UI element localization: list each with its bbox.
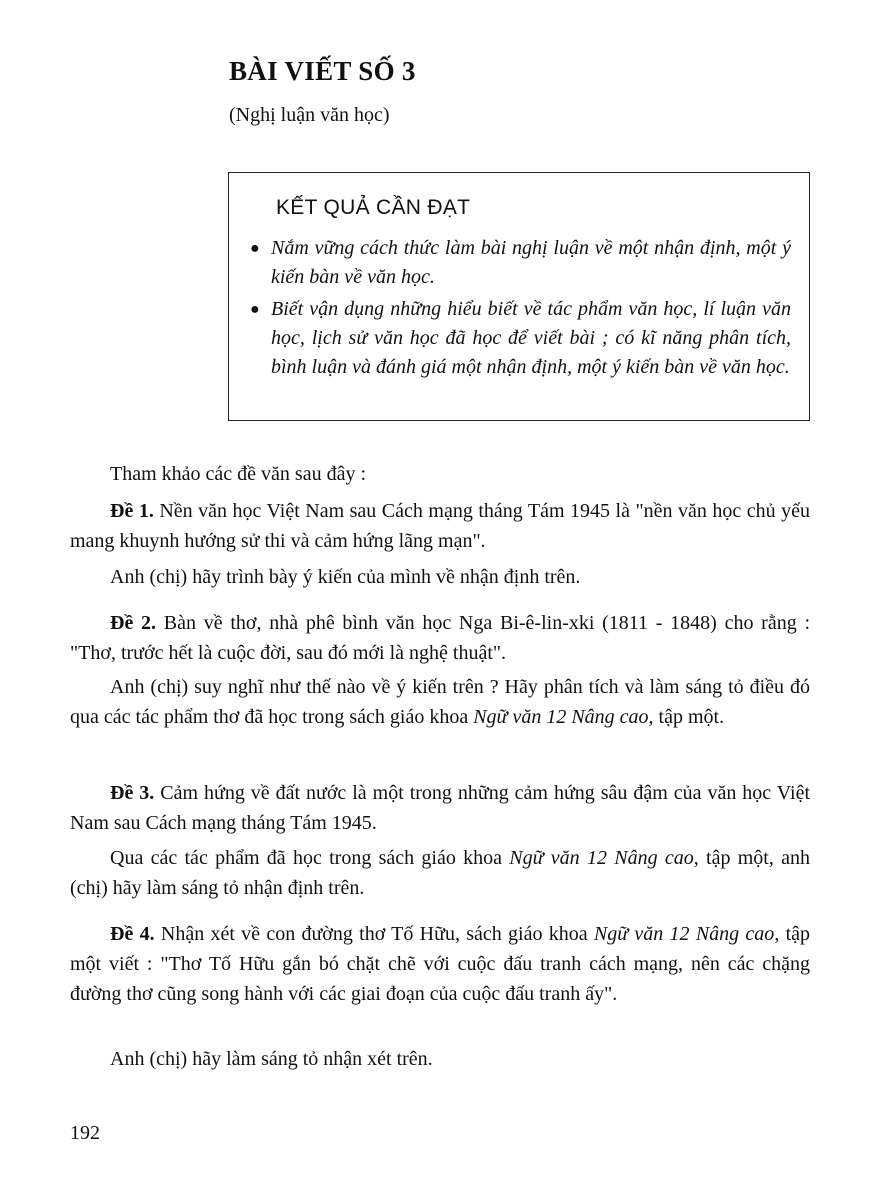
topic-4-statement bbox=[70, 919, 810, 1009]
topic-2-task bbox=[70, 672, 810, 732]
topic-3-label: Đề 3. bbox=[110, 782, 155, 804]
objective-item bbox=[250, 234, 791, 292]
topic-1-statement-text: Nền văn học Việt Nam sau Cách mạng tháng Tám 1945 là "nền văn học chủ yếu mang khuynh hướng sử thi và cảm hứng lãng mạn". bbox=[70, 500, 811, 552]
topic-4-task: Anh (chị) hãy làm sáng tỏ nhận xét trên. bbox=[110, 1048, 433, 1070]
objectives-box bbox=[228, 172, 810, 421]
topic-4-book-title: Ngữ văn 12 Nâng cao bbox=[593, 923, 775, 945]
topic-3-statement bbox=[70, 778, 810, 838]
topic-4-statement-text: Nhận xét về con đường thơ Tố Hữu, sách giáo khoa bbox=[160, 923, 594, 945]
topic-3-book-title: Ngữ văn 12 Nâng cao bbox=[509, 847, 694, 869]
topic-2-task-end: , tập một. bbox=[648, 706, 725, 728]
topic-3-task bbox=[70, 843, 810, 903]
topic-1-statement bbox=[70, 496, 810, 556]
objectives-heading: KẾT QUẢ CẦN ĐẠT bbox=[276, 196, 471, 219]
bullet-icon: ● bbox=[250, 240, 260, 257]
topic-2-task-text: Anh (chị) suy nghĩ như thế nào về ý kiến trên ? Hãy phân tích và làm sáng tỏ điều đó qua các tác phẩm thơ đã học trong sách giáo khoa bbox=[70, 676, 810, 728]
topic-2-label: Đề 2. bbox=[110, 612, 157, 634]
topic-3-task-text: Qua các tác phẩm đã học trong sách giáo khoa bbox=[110, 847, 510, 869]
topic-4-statement-end: , tập một viết : "Thơ Tố Hữu gắn bó chặt chẽ với cuộc đấu tranh cách mạng, nên các chặng đường thơ cũng song hành với các giai đoạn của cuộc đấu tranh ấy". bbox=[70, 923, 811, 1005]
topic-4-label: Đề 4. bbox=[110, 923, 155, 945]
page-title: BÀI VIẾT SỐ 3 bbox=[229, 56, 416, 86]
objective-text: Nắm vững cách thức làm bài nghị luận về một nhận định, một ý kiến bàn về văn học. bbox=[271, 237, 791, 288]
topic-2-statement bbox=[70, 608, 810, 668]
topic-1-label: Đề 1. bbox=[110, 500, 154, 522]
intro-text: Tham khảo các đề văn sau đây : bbox=[110, 463, 367, 485]
topic-2-book-title: Ngữ văn 12 Nâng cao bbox=[473, 706, 649, 728]
topic-3-task-end: , tập một, anh (chị) hãy làm sáng tỏ nhận định trên. bbox=[70, 847, 810, 899]
topic-2-statement-text: Bàn về thơ, nhà phê bình văn học Nga Bi-ê-lin-xki (1811 - 1848) cho rằng : "Thơ, trước hết là cuộc đời, sau đó mới là nghệ thuật". bbox=[70, 612, 811, 664]
topic-1-task: Anh (chị) hãy trình bày ý kiến của mình về nhận định trên. bbox=[110, 566, 581, 588]
topic-3-statement-text: Cảm hứng về đất nước là một trong những cảm hứng sâu đậm của văn học Việt Nam sau Cách mạng tháng Tám 1945. bbox=[70, 782, 810, 834]
objective-item bbox=[250, 295, 791, 382]
objective-text: Biết vận dụng những hiểu biết về tác phẩm văn học, lí luận văn học, lịch sử văn học đã học để viết bài ; có kĩ năng phân tích, bình luận và đánh giá một nhận định, một ý kiến bàn về văn học. bbox=[271, 298, 791, 378]
bullet-icon: ● bbox=[250, 301, 260, 318]
page-number: 192 bbox=[70, 1122, 100, 1144]
page-subtitle: (Nghị luận văn học) bbox=[229, 104, 390, 126]
